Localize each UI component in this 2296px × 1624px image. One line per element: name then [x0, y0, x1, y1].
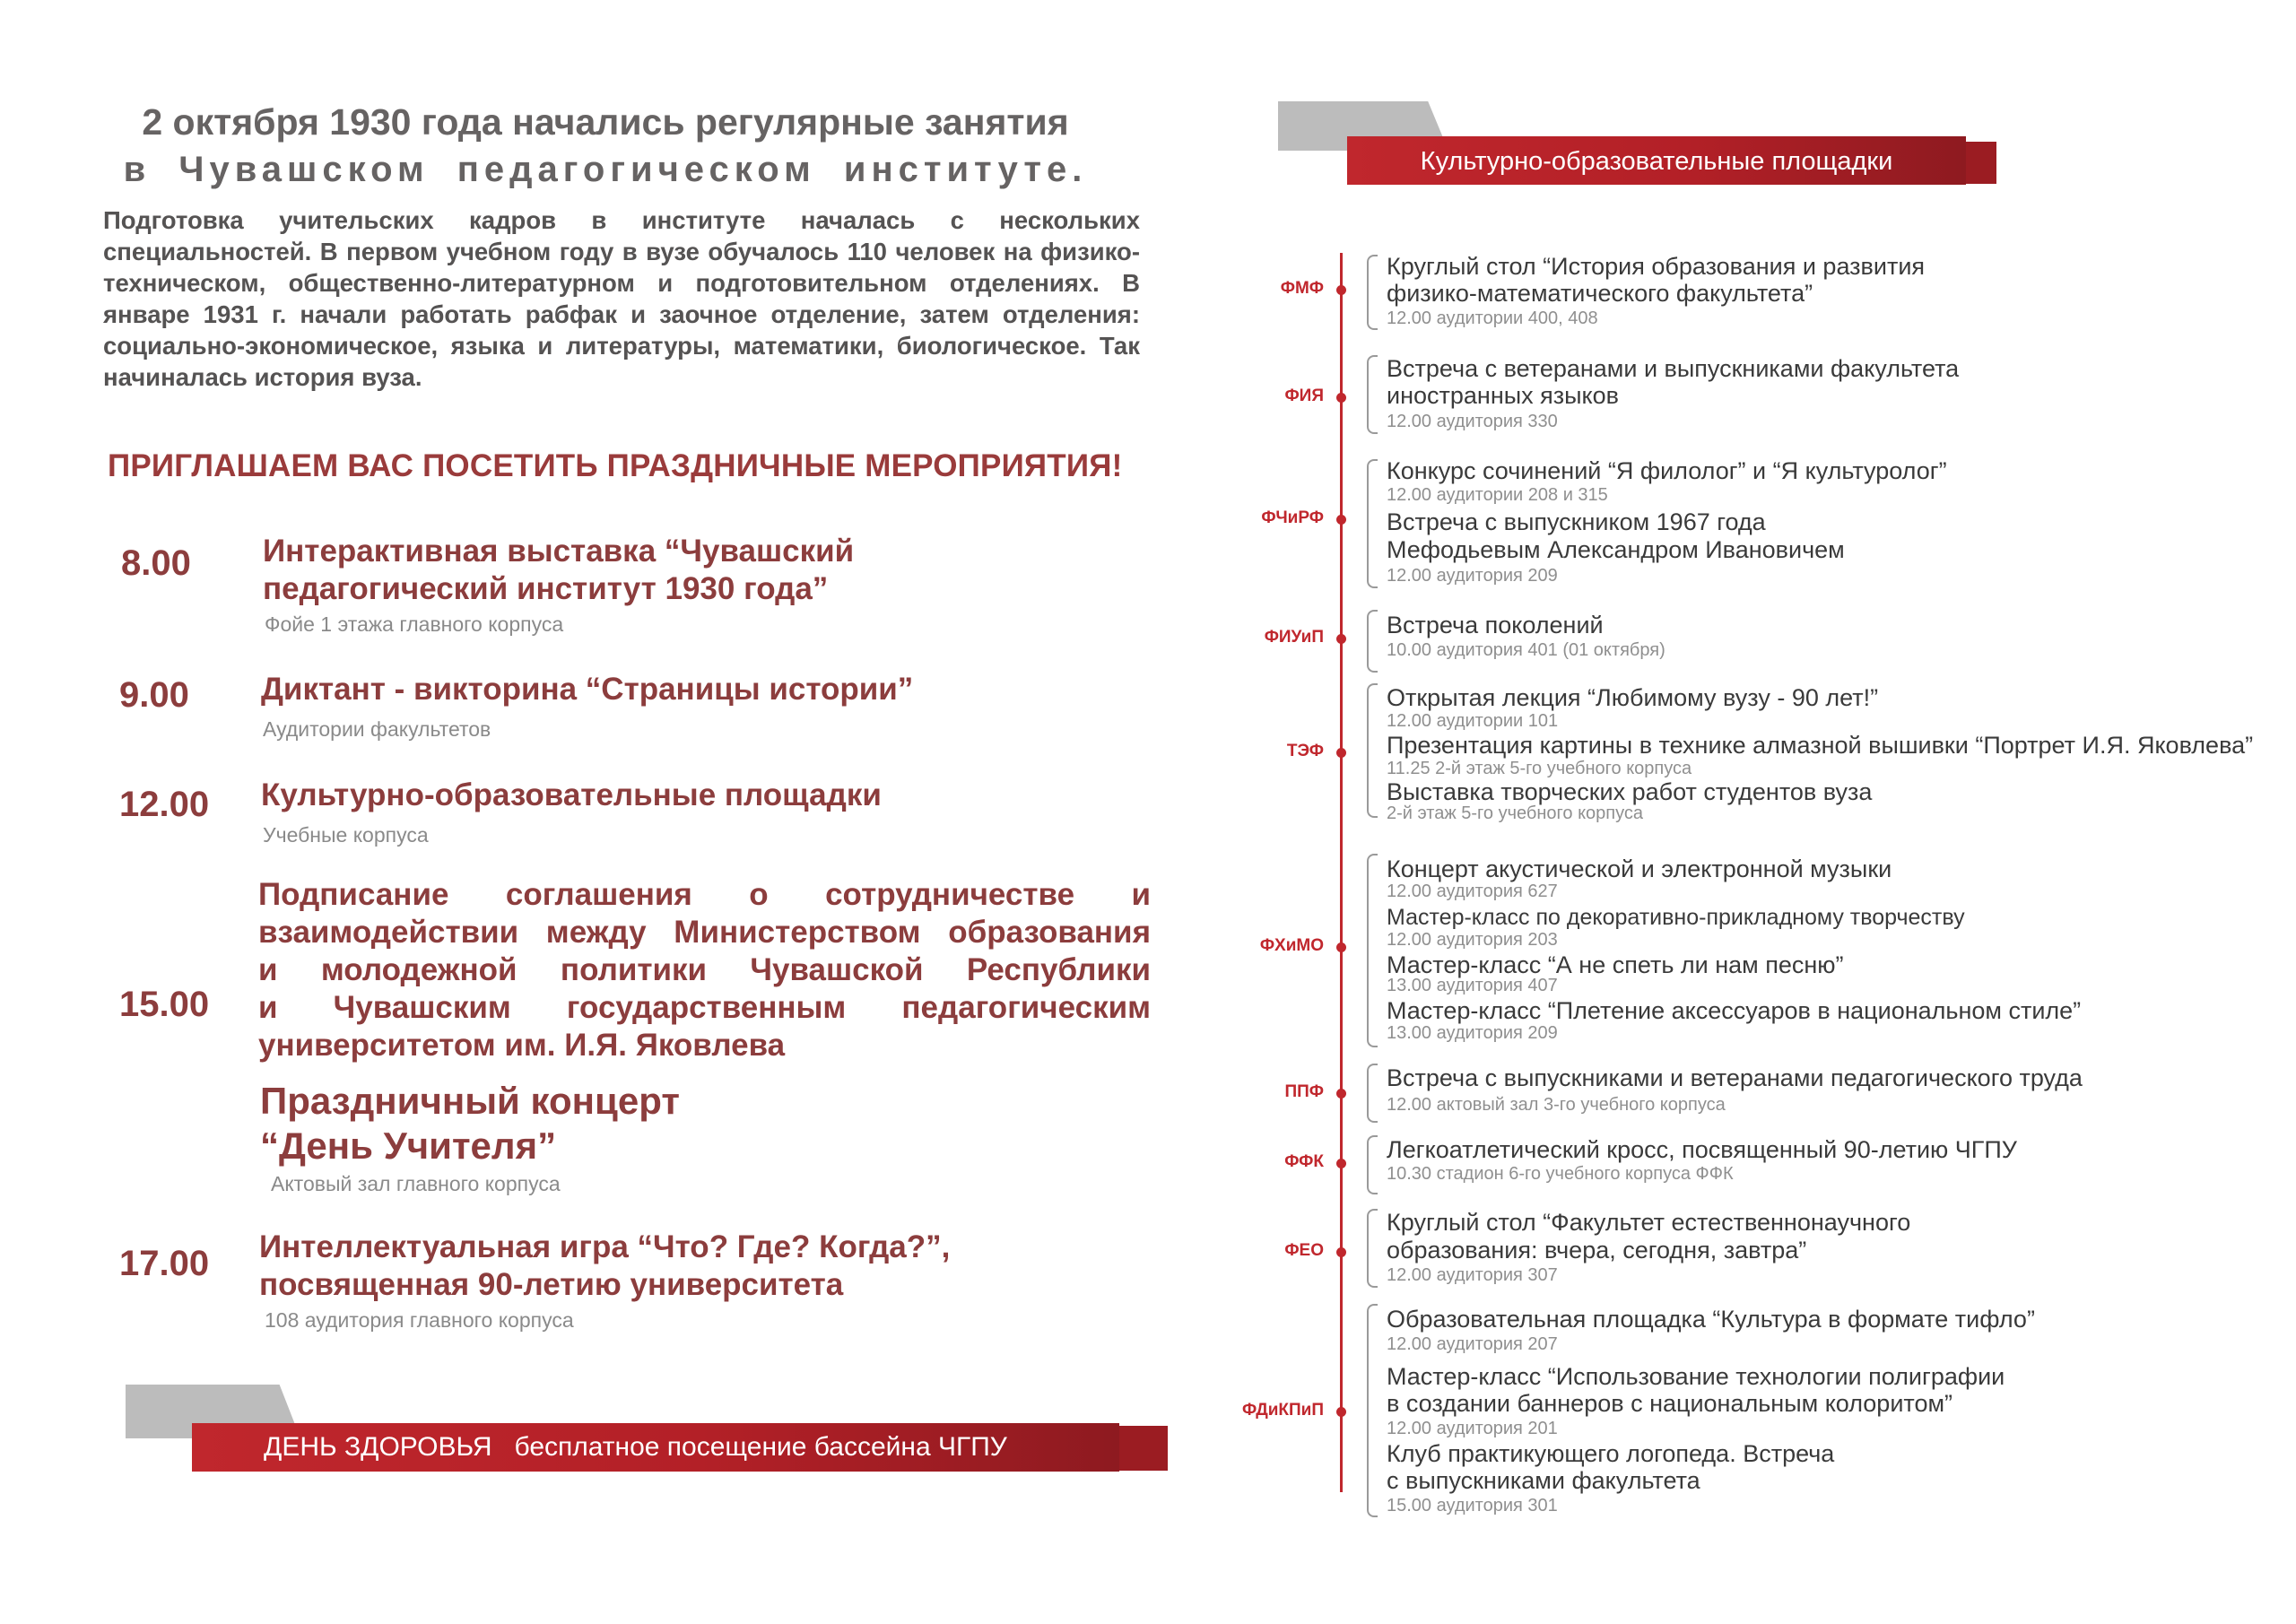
- faculty-code: ФЧиРФ: [1261, 508, 1324, 527]
- faculty-event-details: 12.00 аудитория 209: [1387, 566, 1558, 586]
- timeline-dot: [1336, 515, 1346, 525]
- faculty-event-title: в создании баннеров с национальным колоритом”: [1387, 1390, 1953, 1417]
- faculty-event-details: 11.25 2-й этаж 5-го учебного корпуса: [1387, 759, 1692, 778]
- faculty-code: ППФ: [1284, 1082, 1324, 1101]
- faculty-brace: [1367, 1135, 1378, 1194]
- event-time: 9.00: [119, 675, 189, 715]
- concert-title-line: Праздничный концерт: [260, 1080, 680, 1122]
- faculty-code: ФМФ: [1280, 279, 1324, 298]
- faculty-event-details: 13.00 аудитория 209: [1387, 1023, 1558, 1043]
- timeline-dot: [1336, 634, 1346, 644]
- faculty-event-details: 12.00 аудитория 330: [1387, 412, 1558, 431]
- faculty-brace: [1367, 683, 1378, 818]
- faculty-event-title: Конкурс сочинений “Я филолог” и “Я культуролог”: [1387, 457, 1947, 484]
- faculty-event-title: Круглый стол “Факультет естественнонаучного: [1387, 1209, 1911, 1236]
- faculty-event-details: 12.00 аудитории 208 и 315: [1387, 485, 1608, 505]
- event-title-line: и молодежной политики Чувашской Республики: [258, 952, 1151, 987]
- faculty-event-details: 13.00 аудитория 407: [1387, 976, 1558, 995]
- event-location: Аудитории факультетов: [263, 717, 491, 741]
- event-title-line: Подписание соглашения о сотрудничестве и: [258, 877, 1151, 912]
- faculty-code: ФХиМО: [1259, 936, 1324, 955]
- faculty-code: ФИУиП: [1264, 628, 1324, 647]
- faculty-code: ФДиКПиП: [1241, 1401, 1324, 1420]
- faculty-event-title: иностранных языков: [1387, 382, 1620, 409]
- timeline-line: [1340, 253, 1343, 1492]
- faculty-event-details: 10.00 аудитория 401 (01 октября): [1387, 640, 1665, 660]
- event-title-line: Интеллектуальная игра “Что? Где? Когда?”,: [259, 1229, 951, 1264]
- faculty-event-details: 12.00 аудитория 201: [1387, 1419, 1558, 1438]
- event-location: 108 аудитория главного корпуса: [265, 1308, 574, 1332]
- event-title-line: педагогический институт 1930 года”: [263, 571, 829, 606]
- faculty-event-details: 12.00 актовый зал 3-го учебного корпуса: [1387, 1095, 1726, 1115]
- faculty-event-details: 10.30 стадион 6-го учебного корпуса ФФК: [1387, 1164, 1734, 1184]
- culture-venues-title: Культурно-образовательные площадки: [1420, 147, 1893, 176]
- event-location: Актовый зал главного корпуса: [271, 1172, 561, 1195]
- event-title: [259, 1229, 950, 1304]
- timeline-dot: [1336, 942, 1346, 952]
- faculty-brace: [1367, 459, 1378, 588]
- faculty-event-details: 12.00 аудитория 207: [1387, 1334, 1558, 1354]
- faculty-brace: [1367, 355, 1378, 434]
- event-location: Фойе 1 этажа главного корпуса: [265, 612, 564, 636]
- event-title: Диктант - викторина “Страницы истории”: [261, 672, 914, 707]
- faculty-event-title: Мастер-класс “Плетение аксессуаров в национальном стиле”: [1387, 997, 2082, 1024]
- faculty-event-title: Презентация картины в технике алмазной вышивки “Портрет И.Я. Яковлева”: [1387, 732, 2254, 759]
- faculty-event-details: 12.00 аудитории 400, 408: [1387, 308, 1598, 328]
- faculty-brace: [1367, 610, 1378, 673]
- faculty-event-title: Встреча с ветеранами и выпускниками факультета: [1387, 355, 1960, 382]
- faculty-brace: [1367, 1064, 1378, 1123]
- faculty-event-title: Концерт акустической и электронной музыки: [1387, 855, 1892, 882]
- faculty-code: ФИЯ: [1284, 386, 1324, 405]
- concert-title: [260, 1079, 680, 1168]
- faculty-brace: [1367, 1209, 1378, 1288]
- faculty-event-details: 12.00 аудитории 101: [1387, 711, 1559, 731]
- timeline-dot: [1336, 1407, 1346, 1417]
- event-title: [258, 876, 1151, 1064]
- faculty-event-title: Мефодьевым Александром Ивановичем: [1387, 536, 1845, 563]
- health-day-banner: [192, 1423, 1119, 1472]
- event-title-line: посвященная 90-летию университета: [259, 1267, 844, 1302]
- faculty-code: ФФК: [1284, 1152, 1324, 1171]
- faculty-event-title: Клуб практикующего логопеда. Встреча: [1387, 1440, 1835, 1467]
- faculty-event-title: с выпускниками факультета: [1387, 1467, 1700, 1494]
- faculty-event-title: Образовательная площадка “Культура в формате тифло”: [1387, 1306, 2035, 1333]
- intro-paragraph: Подготовка учительских кадров в институте началась с нескольких специальностей. В первом учебном году в вузе обучалось 110 человек на физико-техническом, общественно-литературном и подготовительном отделениях. В январе 1931 г. начали работать рабфак и заочное отделение, затем отделения: социально-экономическое, языка и литературы, математики, биологическое. Так начиналась история вуза.: [103, 206, 1140, 391]
- faculty-event-details: 15.00 аудитория 301: [1387, 1496, 1558, 1515]
- faculty-event-details: 2-й этаж 5-го учебного корпуса: [1387, 803, 1644, 823]
- faculty-brace: [1367, 854, 1378, 1047]
- timeline-dot: [1336, 748, 1346, 758]
- heading-line-1: 2 октября 1930 года начались регулярные занятия: [142, 101, 1069, 143]
- faculty-event-title: Встреча с выпускником 1967 года: [1387, 508, 1766, 535]
- faculty-event-title: Встреча поколений: [1387, 612, 1604, 638]
- faculty-event-title: Мастер-класс по декоративно-прикладному творчеству: [1387, 905, 1965, 930]
- health-day-text: ДЕНЬ ЗДОРОВЬЯ бесплатное посещение бассейна ЧГПУ: [264, 1432, 1007, 1462]
- event-time: 17.00: [119, 1244, 210, 1283]
- heading-line-2: в Чувашском педагогическом институте.: [123, 150, 1088, 189]
- faculty-event-title: Круглый стол “История образования и развития: [1387, 253, 1926, 280]
- event-title-line: Интерактивная выставка “Чувашский: [263, 534, 855, 569]
- faculty-event-title: Выставка творческих работ студентов вуза: [1387, 778, 1873, 805]
- event-title: Культурно-образовательные площадки: [261, 777, 882, 812]
- timeline-dot: [1336, 1159, 1346, 1168]
- page-heading: [103, 97, 1108, 192]
- event-title: [263, 533, 854, 608]
- faculty-event-title: физико-математического факультета”: [1387, 280, 1813, 307]
- faculty-event-title: Мастер-класс “А не спеть ли нам песню”: [1387, 951, 1844, 978]
- faculty-event-details: 12.00 аудитория 203: [1387, 930, 1558, 950]
- event-time: 12.00: [119, 785, 210, 824]
- event-time: 15.00: [119, 985, 210, 1024]
- invitation-heading: ПРИГЛАШАЕМ ВАС ПОСЕТИТЬ ПРАЗДНИЧНЫЕ МЕРОПРИЯТИЯ!: [108, 448, 1123, 483]
- faculty-code: ТЭФ: [1286, 742, 1324, 760]
- faculty-event-title: Легкоатлетический кросс, посвященный 90-летию ЧГПУ: [1387, 1136, 2017, 1163]
- event-title-line: и Чувашским государственным педагогическим: [258, 990, 1151, 1025]
- faculty-event-title: образования: вчера, сегодня, завтра”: [1387, 1237, 1807, 1264]
- faculty-event-title: Мастер-класс “Использование технологии полиграфии: [1387, 1363, 2005, 1390]
- faculty-brace: [1367, 255, 1378, 330]
- timeline-dot: [1336, 285, 1346, 295]
- timeline-dot: [1336, 393, 1346, 403]
- concert-title-line: “День Учителя”: [260, 1125, 557, 1167]
- event-title-line: университетом им. И.Я. Яковлева: [258, 1028, 786, 1063]
- timeline-dot: [1336, 1089, 1346, 1099]
- faculty-event-details: 12.00 аудитория 627: [1387, 881, 1558, 901]
- faculty-event-title: Открытая лекция “Любимому вузу - 90 лет!”: [1387, 684, 1879, 711]
- faculty-event-title: Встреча с выпускниками и ветеранами педагогического труда: [1387, 1064, 2083, 1091]
- culture-venues-banner: [1347, 136, 1966, 185]
- event-location: Учебные корпуса: [263, 823, 429, 847]
- faculty-code: ФЕО: [1284, 1241, 1324, 1260]
- event-title-line: взаимодействии между Министерством образования: [258, 915, 1151, 950]
- faculty-event-details: 12.00 аудитория 307: [1387, 1265, 1558, 1285]
- event-time: 8.00: [121, 543, 191, 583]
- faculty-brace: [1367, 1304, 1378, 1517]
- timeline-dot: [1336, 1247, 1346, 1257]
